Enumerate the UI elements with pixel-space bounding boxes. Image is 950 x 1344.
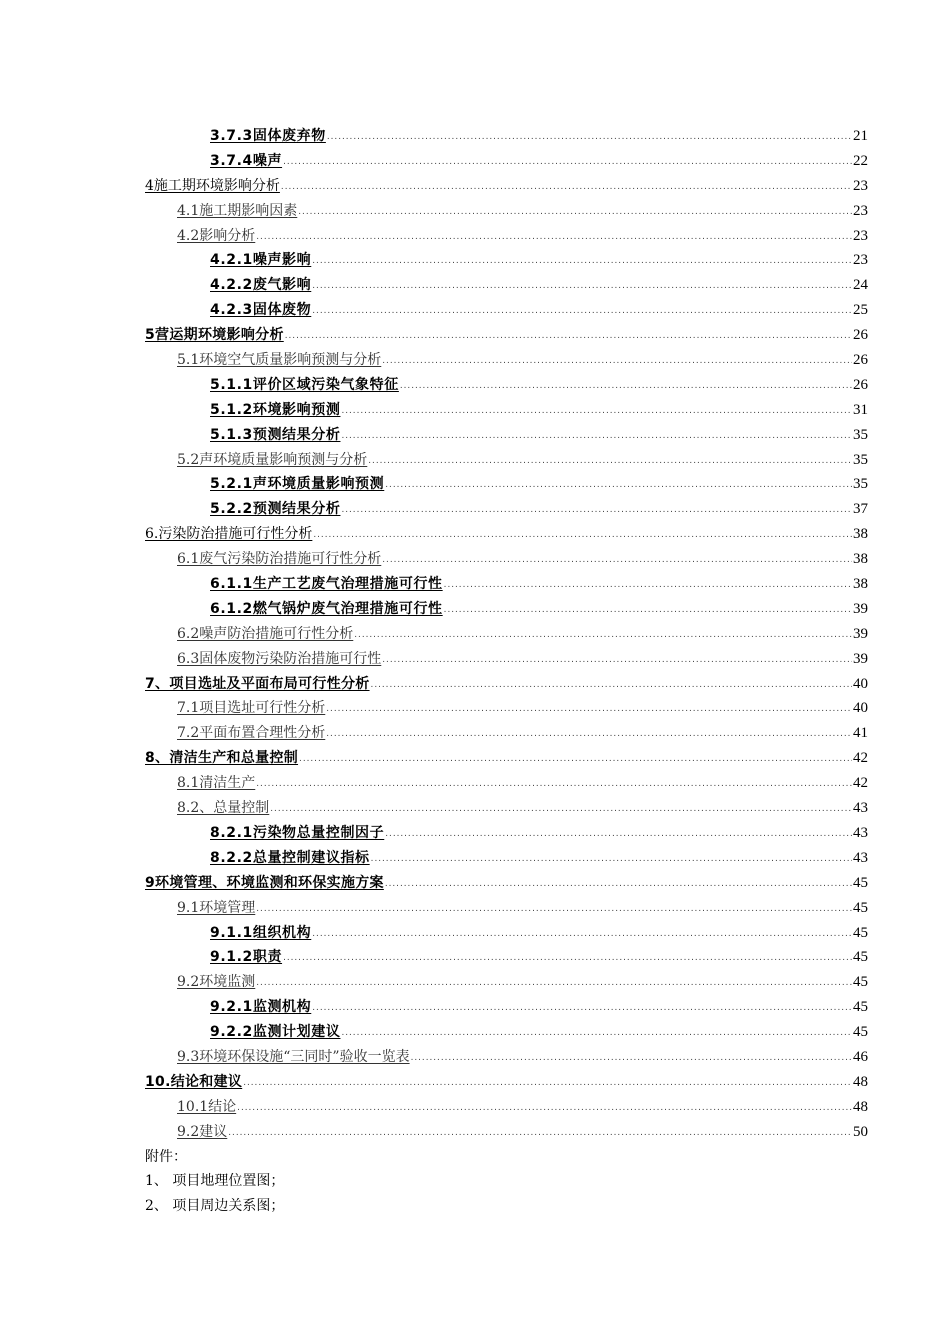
toc-entry[interactable]	[145, 696, 868, 721]
toc-entry-title-link[interactable]: 4.1施工期影响因素	[177, 202, 298, 219]
toc-entry-page-number: 26	[853, 327, 868, 344]
toc-entry[interactable]	[145, 871, 868, 896]
toc-entry-page-number: 26	[853, 376, 868, 393]
toc-entry-title-link[interactable]: 5.1.3预测结果分析	[210, 426, 341, 443]
toc-dot-leader	[327, 125, 852, 150]
toc-dot-leader	[299, 747, 852, 772]
toc-dot-leader	[341, 424, 852, 449]
toc-entry-title-link[interactable]: 8.2、总量控制	[177, 800, 270, 817]
toc-entry-title-link[interactable]: 7.1项目选址可行性分析	[177, 700, 326, 717]
toc-dot-leader	[444, 573, 852, 598]
toc-entry-title-link[interactable]: 5.1.1评价区域污染气象特征	[210, 376, 399, 393]
attachments-heading: 附件：	[145, 1148, 187, 1165]
toc-dot-leader	[312, 299, 852, 324]
toc-dot-leader	[312, 249, 852, 274]
toc-entry-page-number: 45	[853, 874, 868, 891]
toc-entry-page-number: 45	[853, 1024, 868, 1041]
toc-entry-title-link[interactable]: 9.1环境管理	[177, 899, 256, 916]
toc-dot-leader	[312, 922, 852, 947]
toc-entry[interactable]	[145, 423, 868, 448]
toc-entry-title-link[interactable]: 5营运期环境影响分析	[145, 327, 284, 344]
toc-entry[interactable]	[145, 398, 868, 423]
toc-entry-title-link[interactable]: 5.1环境空气质量影响预测与分析	[177, 352, 382, 369]
toc-entry-page-number: 42	[853, 775, 868, 792]
toc-entry-title-link[interactable]: 9.1.2职责	[210, 949, 283, 966]
toc-dot-leader	[313, 523, 852, 548]
toc-entry-page-number: 45	[853, 899, 868, 916]
toc-entry[interactable]	[145, 547, 868, 572]
toc-entry-title-link[interactable]: 3.7.4噪声	[210, 152, 283, 169]
toc-entry[interactable]	[145, 224, 868, 249]
toc-entry-page-number: 41	[853, 725, 868, 742]
toc-entry[interactable]	[145, 373, 868, 398]
toc-entry-title-link[interactable]: 4.2.3固体废物	[210, 302, 312, 319]
toc-entry-title-link[interactable]: 9.2建议	[177, 1123, 228, 1140]
toc-dot-leader	[256, 772, 852, 797]
toc-entry[interactable]	[145, 348, 868, 373]
toc-entry-title-link[interactable]: 6.3固体废物污染防治措施可行性	[177, 650, 382, 667]
toc-entry-page-number: 23	[853, 227, 868, 244]
toc-dot-leader	[341, 498, 852, 523]
toc-entry[interactable]	[145, 124, 868, 149]
toc-entry[interactable]	[145, 672, 868, 697]
toc-entry-page-number: 31	[853, 401, 868, 418]
toc-dot-leader	[283, 150, 852, 175]
toc-entry-page-number: 43	[853, 800, 868, 817]
toc-entry-title-link[interactable]: 9.2.1监测机构	[210, 999, 312, 1016]
toc-entry-title-link[interactable]: 10.结论和建议	[145, 1073, 243, 1090]
toc-entry-title-link[interactable]: 8.2.1污染物总量控制因子	[210, 824, 385, 841]
toc-dot-leader	[385, 822, 852, 847]
toc-entry-title-link[interactable]: 4.2.1噪声影响	[210, 252, 312, 269]
toc-dot-leader	[243, 1071, 852, 1096]
toc-entry-title-link[interactable]: 4施工期环境影响分析	[145, 177, 280, 194]
toc-entry-title-link[interactable]: 9.2环境监测	[177, 974, 256, 991]
toc-entry[interactable]	[145, 572, 868, 597]
toc-entry[interactable]	[145, 846, 868, 871]
toc-entry[interactable]	[145, 298, 868, 323]
toc-entry-page-number: 43	[853, 849, 868, 866]
toc-entry[interactable]	[145, 896, 868, 921]
toc-dot-leader	[256, 225, 852, 250]
toc-entry-page-number: 35	[853, 451, 868, 468]
toc-entry-page-number: 39	[853, 650, 868, 667]
toc-entry-page-number: 38	[853, 526, 868, 543]
toc-entry-page-number: 45	[853, 974, 868, 991]
toc-entry[interactable]	[145, 522, 868, 547]
attachment-item-2: 2、 项目周边关系图；	[145, 1198, 285, 1215]
toc-entry-page-number: 45	[853, 924, 868, 941]
toc-entry-title-link[interactable]: 5.1.2环境影响预测	[210, 401, 341, 418]
toc-dot-leader	[326, 697, 852, 722]
toc-entry[interactable]	[145, 472, 868, 497]
toc-dot-leader	[285, 324, 852, 349]
toc-dot-leader	[312, 996, 852, 1021]
toc-dot-leader	[228, 1121, 852, 1146]
toc-entry-page-number: 26	[853, 352, 868, 369]
toc-entry-page-number: 23	[853, 177, 868, 194]
toc-dot-leader	[281, 175, 852, 200]
table-of-contents	[145, 124, 868, 1219]
toc-dot-leader	[385, 473, 852, 498]
toc-dot-leader	[368, 449, 852, 474]
toc-entry-title-link[interactable]: 6.1.2燃气锅炉废气治理措施可行性	[210, 600, 443, 617]
toc-entry-page-number: 46	[853, 1048, 868, 1065]
toc-entry-title-link[interactable]: 5.2.2预测结果分析	[210, 501, 341, 518]
toc-dot-leader	[256, 971, 852, 996]
toc-entry-page-number: 45	[853, 999, 868, 1016]
toc-entry[interactable]	[145, 448, 868, 473]
toc-entry-page-number: 40	[853, 700, 868, 717]
toc-entry-title-link[interactable]: 8.1清洁生产	[177, 775, 256, 792]
toc-entry[interactable]	[145, 721, 868, 746]
toc-entry[interactable]	[145, 995, 868, 1020]
toc-dot-leader	[298, 200, 852, 225]
toc-entry-page-number: 48	[853, 1098, 868, 1115]
toc-entry[interactable]	[145, 597, 868, 622]
toc-entry-page-number: 38	[853, 551, 868, 568]
toc-entry-title-link[interactable]: 7.2平面布置合理性分析	[177, 725, 326, 742]
toc-entry[interactable]	[145, 273, 868, 298]
toc-entry[interactable]	[145, 1120, 868, 1145]
toc-entry-title-link[interactable]: 9.1.1组织机构	[210, 924, 312, 941]
toc-entry-page-number: 35	[853, 476, 868, 493]
toc-entry[interactable]	[145, 199, 868, 224]
toc-dot-leader	[283, 946, 852, 971]
toc-entry-title-link[interactable]: 4.2.2废气影响	[210, 277, 312, 294]
attachment-item-1: 1、 项目地理位置图；	[145, 1173, 285, 1190]
toc-dot-leader	[371, 847, 852, 872]
toc-entry[interactable]	[145, 746, 868, 771]
toc-entry-title-link[interactable]: 7、项目选址及平面布局可行性分析	[145, 675, 370, 692]
toc-entry[interactable]	[145, 970, 868, 995]
toc-entry-page-number: 39	[853, 625, 868, 642]
toc-entry[interactable]	[145, 1020, 868, 1045]
toc-entry-page-number: 38	[853, 576, 868, 593]
toc-entry-title-link[interactable]: 5.2.1声环境质量影响预测	[210, 476, 385, 493]
toc-dot-leader	[444, 598, 852, 623]
toc-entry[interactable]	[145, 174, 868, 199]
toc-entry-page-number: 43	[853, 824, 868, 841]
toc-entry-page-number: 23	[853, 202, 868, 219]
toc-dot-leader	[382, 648, 852, 673]
toc-entry[interactable]	[145, 1095, 868, 1120]
toc-entry-title-link[interactable]: 10.1结论	[177, 1098, 237, 1115]
toc-entry-title-link[interactable]: 9环境管理、环境监测和环保实施方案	[145, 874, 384, 891]
toc-dot-leader	[354, 623, 852, 648]
toc-dot-leader	[400, 374, 852, 399]
toc-entry[interactable]	[145, 921, 868, 946]
toc-entry-page-number: 48	[853, 1073, 868, 1090]
toc-entry-page-number: 50	[853, 1123, 868, 1140]
toc-entry[interactable]	[145, 945, 868, 970]
toc-entry-page-number: 22	[853, 152, 868, 169]
toc-entry-page-number: 21	[853, 128, 868, 144]
toc-dot-leader	[326, 722, 852, 747]
toc-entry-title-link[interactable]: 8、清洁生产和总量控制	[145, 750, 299, 767]
toc-entry-title-link[interactable]: 9.3环境环保设施“三同时”验收一览表	[177, 1048, 410, 1065]
toc-entry-page-number: 42	[853, 750, 868, 767]
toc-entry-page-number: 25	[853, 302, 868, 319]
toc-entry-title-link[interactable]: 9.2.2监测计划建议	[210, 1024, 341, 1041]
toc-entry-title-link[interactable]: 5.2声环境质量影响预测与分析	[177, 451, 368, 468]
toc-entry[interactable]	[145, 149, 868, 174]
toc-entry[interactable]	[145, 647, 868, 672]
toc-dot-leader	[341, 1021, 852, 1046]
toc-entry[interactable]	[145, 1045, 868, 1070]
toc-entry[interactable]	[145, 323, 868, 348]
toc-entry-title-link[interactable]: 8.2.2总量控制建议指标	[210, 849, 370, 866]
toc-entry-page-number: 45	[853, 949, 868, 966]
toc-dot-leader	[256, 897, 852, 922]
toc-dot-leader	[237, 1096, 852, 1121]
toc-dot-leader	[270, 797, 852, 822]
toc-entry[interactable]	[145, 248, 868, 273]
toc-entry[interactable]	[145, 821, 868, 846]
toc-entry-title-link[interactable]: 3.7.3固体废弃物	[210, 128, 326, 144]
toc-entry-title-link[interactable]: 4.2影响分析	[177, 227, 256, 244]
toc-entry-page-number: 35	[853, 426, 868, 443]
toc-entry-title-link[interactable]: 6.1.1生产工艺废气治理措施可行性	[210, 576, 443, 593]
toc-entry-page-number: 39	[853, 600, 868, 617]
toc-entry-page-number: 37	[853, 501, 868, 518]
toc-entry[interactable]	[145, 771, 868, 796]
toc-entry-page-number: 40	[853, 675, 868, 692]
toc-entry-title-link[interactable]: 6.1废气污染防治措施可行性分析	[177, 551, 382, 568]
toc-dot-leader	[385, 872, 852, 897]
toc-entry-title-link[interactable]: 6.2噪声防治措施可行性分析	[177, 625, 354, 642]
toc-entry-page-number: 23	[853, 252, 868, 269]
toc-entry[interactable]	[145, 497, 868, 522]
toc-dot-leader	[341, 399, 852, 424]
toc-entry[interactable]	[145, 1070, 868, 1095]
toc-dot-leader	[411, 1046, 852, 1071]
toc-entry-page-number: 24	[853, 277, 868, 294]
toc-dot-leader	[382, 548, 852, 573]
toc-entry[interactable]	[145, 622, 868, 647]
toc-entry-title-link[interactable]: 6.污染防治措施可行性分析	[145, 526, 313, 543]
toc-dot-leader	[312, 274, 852, 299]
toc-dot-leader	[382, 349, 852, 374]
toc-list	[145, 124, 868, 1145]
toc-dot-leader	[371, 673, 852, 698]
toc-entry[interactable]	[145, 796, 868, 821]
